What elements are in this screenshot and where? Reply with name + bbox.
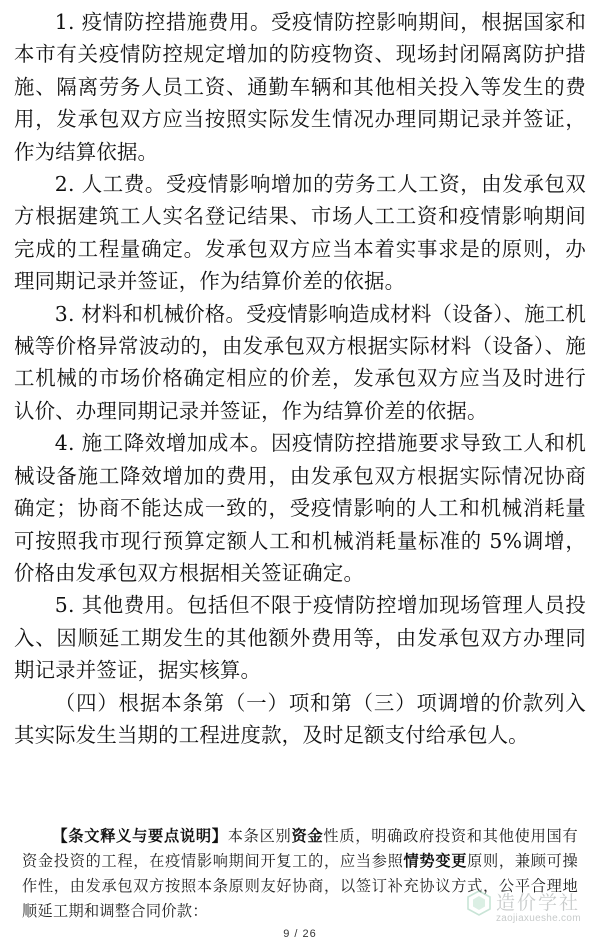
clause-1: 1. 疫情防控措施费用。受疫情防控影响期间，根据国家和本市有关疫情防控规定增加的防疫物资、现场封闭隔离防护措施、隔离劳务人员工资、通勤车辆和其他相关投入等发生的费用，发承包双方应当按照实际发生情况办理同期记录并签证，作为结算依据。: [14, 10, 586, 164]
clause-2: 2. 人工费。受疫情影响增加的劳务工人工资，由发承包双方根据建筑工人实名登记结果、市场人工工资和疫情影响期间完成的工程量确定。发承包双方应当本着实事求是的原则，办理同期记录并签证，作为结算价差的依据。: [14, 172, 586, 294]
site-watermark: [466, 884, 586, 928]
clause-5: 5. 其他费用。包括但不限于疫情防控增加现场管理人员投入、因顺延工期发生的其他额外费用等，由发承包双方办理同期记录并签证，据实核算。: [14, 593, 586, 683]
watermark-url: zaojiaxueshe.com: [496, 913, 581, 924]
clause-section-4: （四）根据本条第（一）项和第（三）项调增的价款列入其实际发生当期的工程进度款，及时足额支付给承包人。: [14, 690, 586, 747]
note-text-3: 原则，兼顾可操作性，由发承包双方按照本条原则友好协商，以签订补充协议方式，公平合理地顺延工期和调整合同价款：: [22, 852, 578, 920]
clause-3: 3. 材料和机械价格。受疫情影响造成材料（设备）、施工机械等价格异常波动的，由发承包双方根据实际材料（设备）、施工机械的市场价格确定相应的价差，发承包双方应当及时进行认价、办理同期记录并签证，作为结算价差的依据。: [14, 301, 586, 423]
note-text-1: 本条区别: [227, 827, 292, 845]
note-bold-funds: 资金: [291, 827, 324, 845]
hexagon-logo-icon: [466, 890, 492, 916]
clause-4: 4. 施工降效增加成本。因疫情防控措施要求导致工人和机械设备施工降效增加的费用，由发承包双方根据实际情况协商确定；协商不能达成一致的，受疫情影响的人工和机械消耗量可按照我市现行预算定额人工和机械消耗量标准的 5%调增，价格由发承包双方根据相关签证确定。: [14, 431, 586, 585]
note-bold-change: 情势变更: [403, 852, 468, 870]
note-heading: 【条文释义与要点说明】: [52, 827, 228, 845]
note-text-2: 性质，明确政府投资和其他使用国有资金投资的工程，在疫情影响期间开复工的，应当参照: [22, 827, 578, 870]
watermark-title: 造价学社: [496, 892, 581, 914]
page-number: 9 / 26: [283, 928, 317, 940]
clause-list: [14, 6, 586, 751]
